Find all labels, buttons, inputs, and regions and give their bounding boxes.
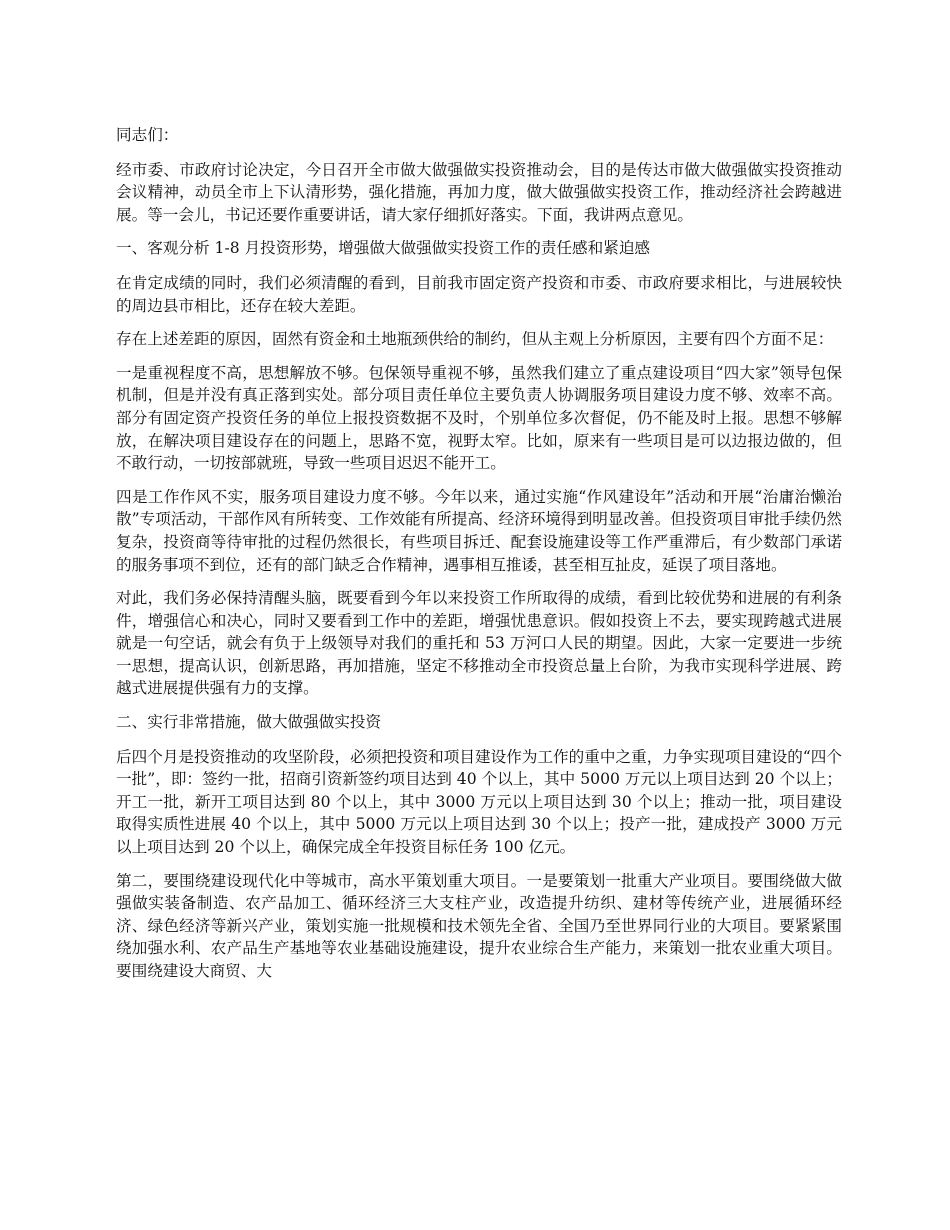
document-body [116, 124, 842, 994]
paragraph-targets: 后四个月是投资推动的攻坚阶段，必须把投资和项目建设作为工作的重中之重，力争实现项目建设的“四个一批”，即：签约一批，招商引资新签约项目达到 40 个以上，其中 5000 万元以上项目达到 20 个以上；开工一批，新开工项目达到 80 个以上，其中 3000 万元以上项目达到 30 个以上；推动一批，项目建设取得实质性进展 40 个以上，其中 5000 万元以上项目达到 30 个以上；投产一批，建成投产 3000 万元以上项目达到 20 个以上，确保完成全年投资目标任务 100 亿元。 [116, 747, 842, 857]
paragraph-conclusion: 对此，我们务必保持清醒头脑，既要看到今年以来投资工作所取得的成绩，看到比较优势和进展的有利条件，增强信心和决心，同时又要看到工作中的差距，增强忧患意识。假如投资上不去，要实现跨越式进展就是一句空话，就会有负于上级领导对我们的重托和 53 万河口人民的期望。因此，大家一定要进一步统一思想，提高认识，创新思路，再加措施，坚定不移推动全市投资总量上台阶，为我市实现科学进展、跨越式进展提供强有力的支撑。 [116, 589, 842, 698]
section-heading-1: 一、客观分析 1-8 月投资形势，增强做大做强做实投资工作的责任感和紧迫感 [116, 239, 651, 258]
paragraph-intro: 经市委、市政府讨论决定，今日召开全市做大做强做实投资推动会，目的是传达市做大做强做实投资推动会议精神，动员全市上下认清形势，强化措施，再加力度，做大做强做实投资工作，推动经济社会跨越进展。等一会儿，书记还要作重要讲话，请大家仔细抓好落实。下面，我讲两点意见。 [116, 160, 842, 224]
paragraph-reasons: 存在上述差距的原因，固然有资金和土地瓶颈供给的制约，但从主观上分析原因，主要有四个方面不足： [116, 330, 834, 349]
paragraph-reason-four: 四是工作作风不实，服务项目建设力度不够。今年以来，通过实施“作风建设年”活动和开展“治庸治懒治散”专项活动，干部作风有所转变、工作效能有所提高、经济环境得到明显改善。但投资项目审批手续仍然复杂，投资商等待审批的过程仍然很长，有些项目拆迁、配套设施建设等工作严重滞后，有少数部门承诺的服务事项不到位，还有的部门缺乏合作精神，遇事相互推诿，甚至相互扯皮，延误了项目落地。 [116, 487, 842, 574]
paragraph-reason-one: 一是重视程度不高，思想解放不够。包保领导重视不够，虽然我们建立了重点建设项目“四大家”领导包保机制，但是并没有真正落到实处。部分项目责任单位主要负责人协调服务项目建设力度不够、效率不高。部分有固定资产投资任务的单位上报投资数据不及时，个别单位多次督促，仍不能及时上报。思想不够解放，在解决项目建设存在的问题上，思路不宽，视野太窄。比如，原来有一些项目是可以边报边做的，但不敢行动，一切按部就班，导致一些项目迟迟不能开工。 [116, 363, 842, 473]
paragraph-gap: 在肯定成绩的同时，我们必须清醒的看到，目前我市固定资产投资和市委、市政府要求相比，与进展较快的周边县市相比，还存在较大差距。 [116, 273, 842, 315]
section-heading-2: 二、实行非常措施，做大做强做实投资 [116, 713, 382, 732]
paragraph-second: 第二，要围绕建设现代化中等城市，高水平策划重大项目。一是要策划一批重大产业项目。要围绕做大做强做实装备制造、农产品加工、循环经济三大支柱产业，改造提升纺织、建材等传统产业，进展循环经济、绿色经济等新兴产业，策划实施一批规模和技术领先全省、全国乃至世界同行业的大项目。要紧紧围绕加强水利、农产品生产基地等农业基础设施建设，提升农业综合生产能力，来策划一批农业重大项目。要围绕建设大商贸、大 [116, 871, 842, 980]
salutation: 同志们： [116, 126, 179, 144]
